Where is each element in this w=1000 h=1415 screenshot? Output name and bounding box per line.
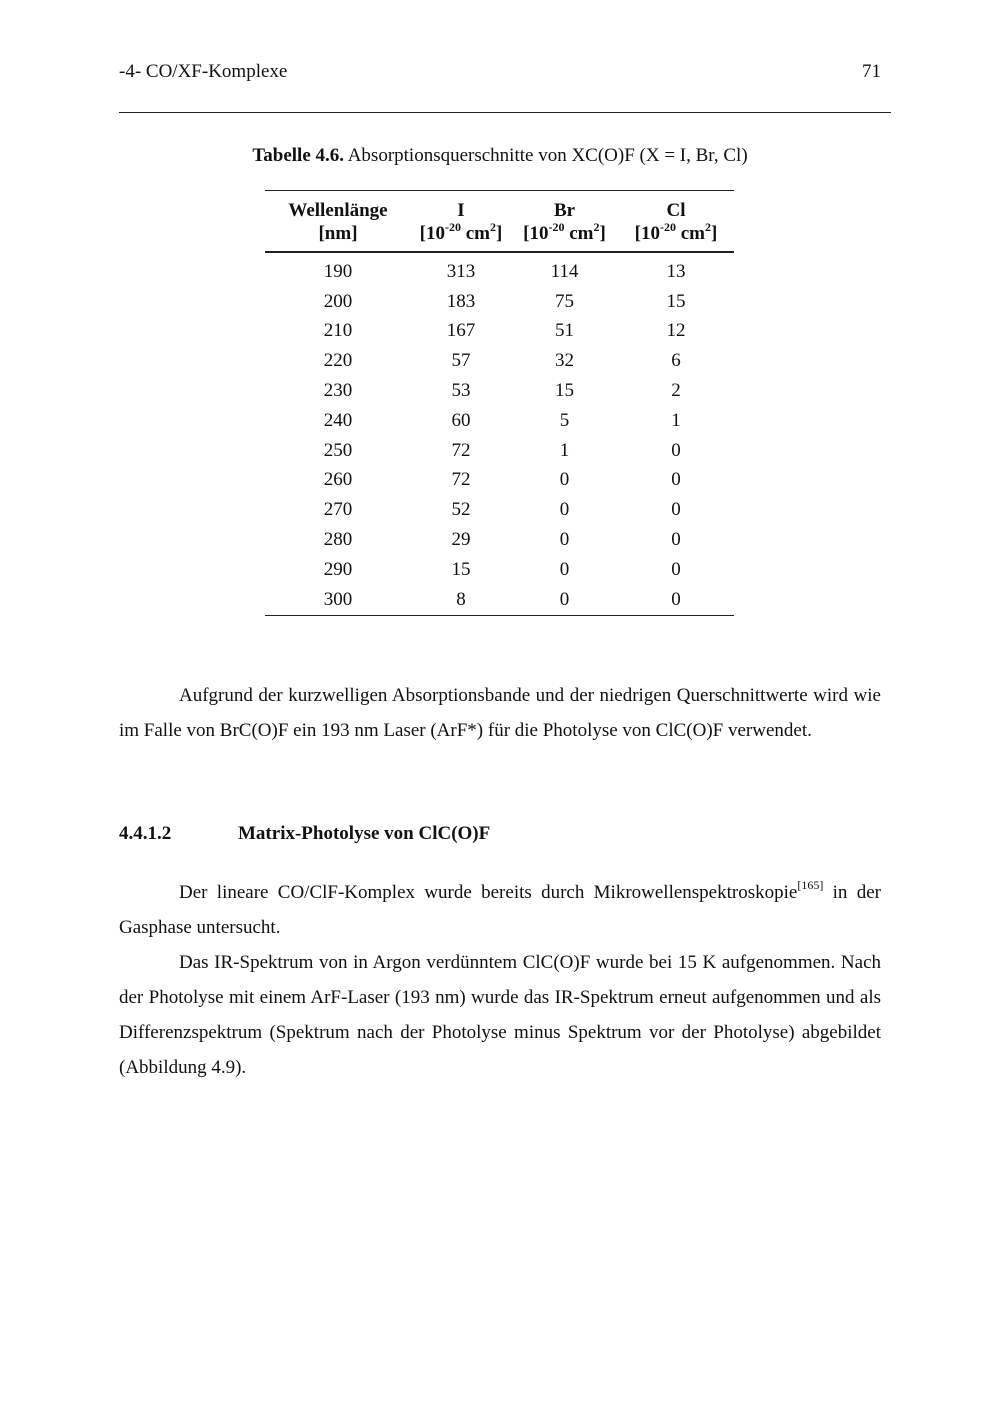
absorption-table <box>265 190 734 616</box>
cell-chlorine: 0 <box>671 469 681 491</box>
cell-wavelength: 230 <box>323 380 353 402</box>
cell-iodine: 8 <box>456 588 466 610</box>
cell-wavelength: 300 <box>323 588 353 610</box>
table-row <box>265 466 734 496</box>
cell-iodine: 167 <box>446 320 476 342</box>
page-header <box>119 60 881 84</box>
page-number: 71 <box>862 61 881 82</box>
cell-iodine: 29 <box>451 529 471 551</box>
cell-chlorine: 2 <box>671 380 681 402</box>
cell-chlorine: 0 <box>671 588 681 610</box>
table-row <box>265 585 734 615</box>
cell-chlorine: 0 <box>671 499 681 521</box>
table-row <box>265 287 734 317</box>
cell-chlorine: 15 <box>666 290 686 312</box>
table-row <box>265 555 734 585</box>
section-title: Matrix-Photolyse von ClC(O)F <box>238 823 491 844</box>
column-header-iodine: I [$10^{-20}$ $cm^2$] <box>419 200 503 244</box>
table-row <box>265 406 734 436</box>
cell-chlorine: 12 <box>666 320 686 342</box>
cell-iodine: 72 <box>451 469 471 491</box>
paragraph-laser <box>119 678 881 748</box>
cell-chlorine: 0 <box>671 558 681 580</box>
cell-wavelength: 240 <box>323 409 353 431</box>
header-rule <box>119 112 891 113</box>
cell-bromine: 0 <box>559 499 570 521</box>
cell-bromine: 1 <box>559 439 570 461</box>
cell-iodine: 15 <box>451 558 471 580</box>
paragraph-ir-spectrum: Das IR-Spektrum von in Argon verdünntem ClC(O)F wurde bei 15 K aufgenommen. Nach der Photolyse mit einem ArF-Laser (193 nm) wurde das IR-Spektrum erneut aufgenommen und als Differenzspektrum (Spektrum nach der Photolyse minus Spektrum vor der Photolyse) abgebildet (Abbildung 4.9). <box>119 952 881 1078</box>
table-caption <box>119 144 881 168</box>
chapter-title: -4- CO/XF-Komplexe <box>119 61 288 82</box>
cell-chlorine: 1 <box>671 409 681 431</box>
cell-bromine: 0 <box>559 588 570 610</box>
column-header-wavelength: Wellenlänge [nm] <box>288 200 388 244</box>
table-body <box>265 252 734 615</box>
cell-bromine: 5 <box>559 409 570 431</box>
table-row <box>265 252 734 287</box>
table-header-row <box>265 191 734 253</box>
table-row <box>265 346 734 376</box>
column-header-chlorine: Cl [$10^{-20}$ $cm^2$] <box>634 200 718 244</box>
paragraph-complex <box>119 875 881 1085</box>
section-heading <box>119 822 490 846</box>
paragraph-complex-text: Der lineare CO/ClF-Komplex wurde bereits durch Mikrowellenspektroskopie[165] in der Gasphase untersucht. <box>119 878 882 938</box>
table-caption-text: Absorptionsquerschnitte von XC(O)F (X = I, Br, Cl) <box>344 145 748 166</box>
cell-chlorine: 0 <box>671 439 681 461</box>
cell-bromine: 0 <box>559 558 570 580</box>
cell-iodine: 72 <box>451 439 471 461</box>
cell-chlorine: 13 <box>666 260 686 282</box>
cell-bromine: 32 <box>555 350 574 372</box>
cell-bromine: 0 <box>559 529 570 551</box>
table-row <box>265 376 734 406</box>
cell-iodine: 183 <box>446 290 476 312</box>
cell-wavelength: 290 <box>323 558 353 580</box>
table-row <box>265 436 734 466</box>
cell-wavelength: 190 <box>323 260 353 282</box>
cell-iodine: 313 <box>446 260 476 282</box>
table-row <box>265 317 734 347</box>
cell-iodine: 53 <box>451 380 471 402</box>
cell-wavelength: 250 <box>323 439 353 461</box>
cell-wavelength: 200 <box>323 290 353 312</box>
cell-chlorine: 6 <box>671 350 681 372</box>
cell-chlorine: 0 <box>671 529 681 551</box>
cell-bromine: 0 <box>559 469 570 491</box>
citation-ref: [165] <box>797 878 824 892</box>
table-row <box>265 525 734 555</box>
paragraph-laser-text: Aufgrund der kurzwelligen Absorptionsbande und der niedrigen Querschnittwerte wird wie im Falle von BrC(O)F ein 193 nm Laser (ArF*) für die Photolyse von ClC(O)F verwendet. <box>119 685 881 741</box>
cell-bromine: 114 <box>550 260 579 282</box>
cell-wavelength: 210 <box>323 320 353 342</box>
cell-bromine: 51 <box>555 320 574 342</box>
cell-iodine: 60 <box>451 409 471 431</box>
cell-iodine: 52 <box>451 499 471 521</box>
cell-wavelength: 270 <box>323 499 353 521</box>
column-header-bromine: Br [$10^{-20}$ $cm^2$] <box>523 200 606 244</box>
cell-wavelength: 220 <box>323 350 353 372</box>
cell-wavelength: 260 <box>323 469 353 491</box>
cell-bromine: 15 <box>555 380 574 402</box>
cell-iodine: 57 <box>451 350 471 372</box>
table-row <box>265 495 734 525</box>
cell-wavelength: 280 <box>323 529 353 551</box>
section-number: 4.4.1.2 <box>119 823 172 844</box>
cell-bromine: 75 <box>555 290 574 312</box>
table-caption-label: Tabelle 4.6. <box>252 145 344 166</box>
